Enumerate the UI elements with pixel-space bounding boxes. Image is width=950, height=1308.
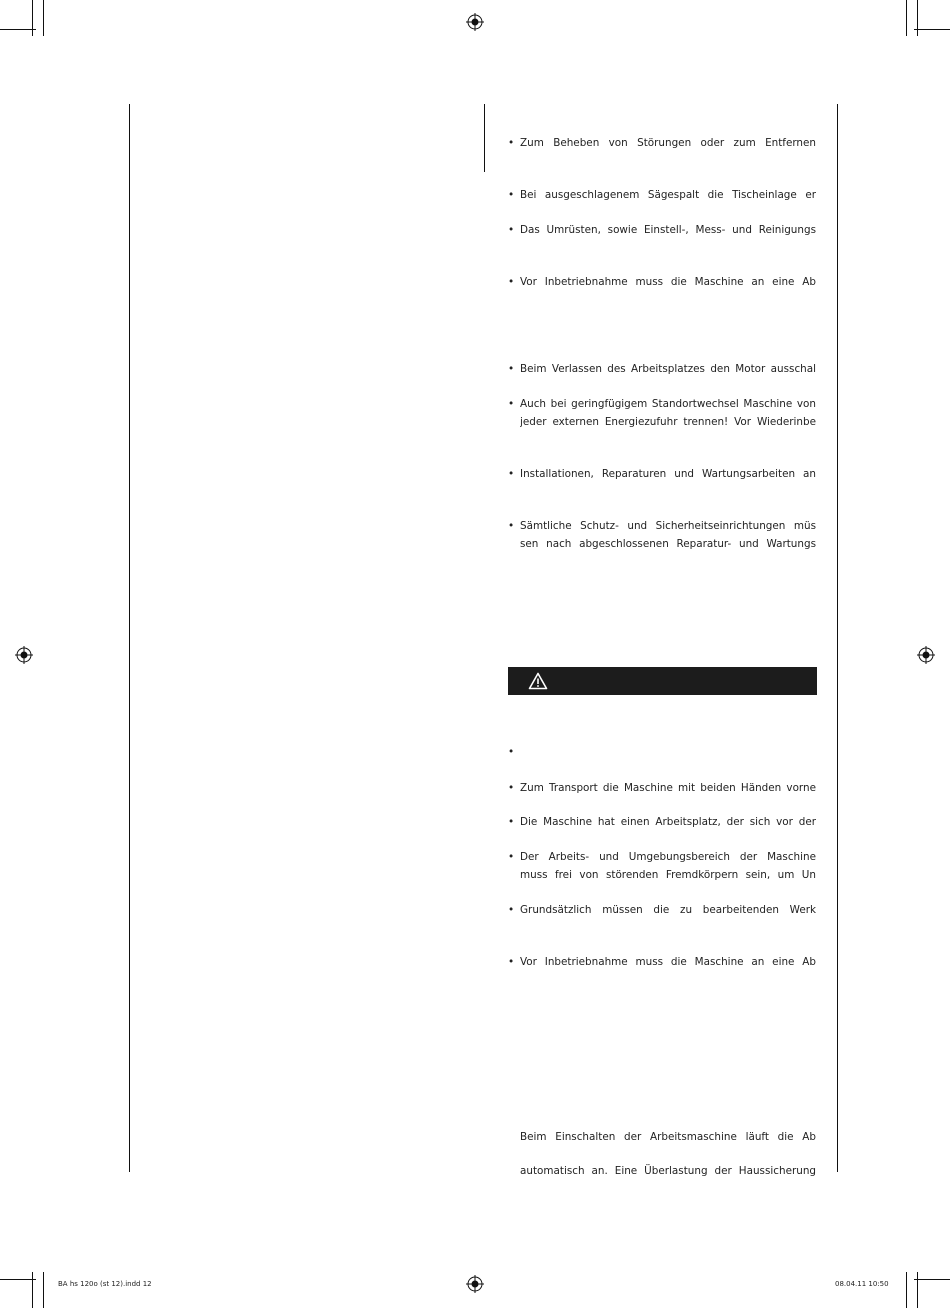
paragraph-line: Beim Einschalten der Arbeitsmaschine läuft die Ab [520, 1131, 816, 1143]
crop-mark [906, 1272, 907, 1308]
crop-mark [0, 29, 36, 30]
list-item: • Auch bei geringfügigem Standortwechsel Maschine von [508, 398, 816, 410]
paragraph-line: automatisch an. Eine Überlastung der Haussicherung [520, 1165, 816, 1177]
list-item: • Zum Transport die Maschine mit beiden Händen vorne [508, 782, 816, 794]
warning-heading-bar [508, 667, 817, 695]
list-item-continuation: jeder externen Energiezufuhr trennen! Vor Wiederinbe [520, 416, 816, 428]
list-item: • Installationen, Reparaturen und Wartungsarbeiten an [508, 468, 816, 480]
list-item: • [508, 746, 515, 758]
list-item: • Das Umrüsten, sowie Einstell-, Mess- und Reinigungs [508, 224, 816, 236]
list-item-continuation: sen nach abgeschlossenen Reparatur- und Wartungs [520, 538, 816, 550]
list-item: • Zum Beheben von Störungen oder zum Entfernen [508, 137, 816, 149]
column-rule-left [129, 104, 130, 1172]
list-item: • Beim Verlassen des Arbeitsplatzes den Motor ausschal [508, 363, 816, 375]
crop-mark [906, 0, 907, 36]
crop-mark [914, 1279, 950, 1280]
crop-mark [43, 1272, 44, 1308]
crop-mark [32, 0, 33, 36]
list-item: • Bei ausgeschlagenem Sägespalt die Tischeinlage er [508, 189, 816, 201]
footer-date: 08.04.11 10:50 [835, 1280, 889, 1288]
crop-mark [914, 29, 950, 30]
list-item: • Der Arbeits- und Umgebungsbereich der Maschine [508, 851, 816, 863]
footer-file-name: BA hs 120o (st 12).indd 12 [58, 1280, 152, 1288]
list-item: • Vor Inbetriebnahme muss die Maschine an eine Ab [508, 956, 816, 968]
crop-mark [0, 1279, 36, 1280]
warning-triangle-icon [528, 672, 548, 690]
registration-mark-icon [466, 1275, 484, 1293]
crop-mark [917, 0, 918, 36]
list-item: • Vor Inbetriebnahme muss die Maschine an eine Ab [508, 276, 816, 288]
list-item: • Die Maschine hat einen Arbeitsplatz, der sich vor der [508, 816, 816, 828]
crop-mark [917, 1272, 918, 1308]
column-rule-middle [484, 104, 485, 172]
registration-mark-icon [917, 646, 935, 664]
registration-mark-icon [466, 13, 484, 31]
column-rule-right [837, 104, 838, 1172]
list-item: • Sämtliche Schutz- und Sicherheitseinrichtungen müs [508, 520, 816, 532]
crop-mark [32, 1272, 33, 1308]
registration-mark-icon [15, 646, 33, 664]
crop-mark [43, 0, 44, 36]
list-item: • Grundsätzlich müssen die zu bearbeitenden Werk [508, 904, 816, 916]
list-item-continuation: muss frei von störenden Fremdkörpern sein, um Un [520, 869, 816, 881]
